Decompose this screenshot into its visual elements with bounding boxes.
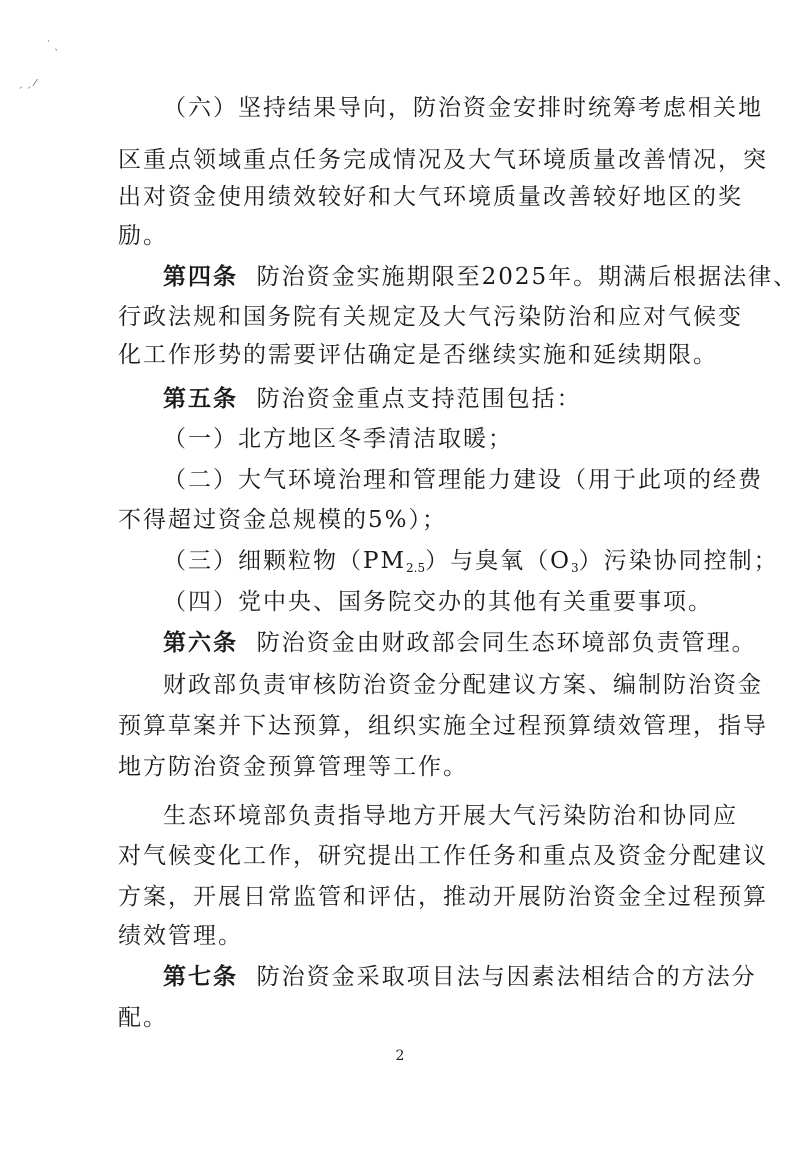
paragraph-line: 出对资金使用绩效较好和大气环境质量改善较好地区的奖	[118, 184, 743, 210]
paragraph-line: （六）坚持结果导向，防治资金安排时统筹考虑相关地	[163, 95, 763, 121]
list-text: ）与臭氧（O	[425, 548, 571, 574]
paragraph-line: 化工作形势的需要评估确定是否继续实施和延续期限。	[118, 342, 718, 368]
scan-speck: ˏ ˏ ⁄	[18, 78, 37, 89]
paragraph-line: 不得超过资金总规模的5%）；	[118, 507, 447, 533]
article-text: 防治资金采取项目法与因素法相结合的方法分	[256, 964, 757, 990]
paragraph-line: 生态环境部负责指导地方开展大气污染防治和协同应	[163, 803, 738, 829]
paragraph-line: 行政法规和国务院有关规定及大气污染防治和应对气候变	[118, 304, 743, 330]
subscript: 3	[570, 561, 579, 575]
list-item: （二）大气环境治理和管理能力建设（用于此项的经费	[163, 467, 763, 493]
list-text: ）污染协同控制；	[578, 548, 779, 574]
paragraph-line: 励。	[118, 223, 168, 249]
scan-speck: ˙ ˎ	[46, 40, 60, 51]
article-text: 防治资金实施期限至2025年。期满后根据法律、	[256, 264, 799, 290]
list-item: （一）北方地区冬季清洁取暖；	[163, 426, 513, 452]
article-five-line	[163, 384, 582, 414]
paragraph-line: 财政部负责审核防治资金分配建议方案、编制防治资金	[163, 672, 763, 698]
article-four-line	[163, 262, 798, 292]
subscript: 2.5	[406, 561, 426, 575]
article-text: 防治资金由财政部会同生态环境部负责管理。	[256, 630, 757, 656]
list-text: （三）细颗粒物（PM	[163, 548, 407, 574]
paragraph-line: 方案，开展日常监管和评估，推动开展防治资金全过程预算	[118, 884, 768, 910]
article-text: 防治资金重点支持范围包括：	[256, 386, 582, 412]
page-number: 2	[395, 1048, 405, 1064]
list-item	[163, 546, 779, 583]
article-seven-line	[163, 962, 757, 992]
paragraph-line: 预算草案并下达预算，组织实施全过程预算绩效管理，指导	[118, 713, 768, 739]
article-six-line	[163, 628, 757, 658]
paragraph-line: 绩效管理。	[118, 923, 243, 949]
article-heading: 第四条	[163, 263, 238, 290]
article-heading: 第七条	[163, 963, 238, 990]
list-item: （四）党中央、国务院交办的其他有关重要事项。	[163, 589, 713, 615]
article-heading: 第五条	[163, 385, 238, 412]
paragraph-line: 地方防治资金预算管理等工作。	[118, 754, 468, 780]
paragraph-line: 区重点领域重点任务完成情况及大气环境质量改善情况，突	[118, 147, 768, 173]
paragraph-line: 配。	[118, 1005, 168, 1031]
article-heading: 第六条	[163, 629, 238, 656]
paragraph-line: 对气候变化工作，研究提出工作任务和重点及资金分配建议	[118, 843, 768, 869]
